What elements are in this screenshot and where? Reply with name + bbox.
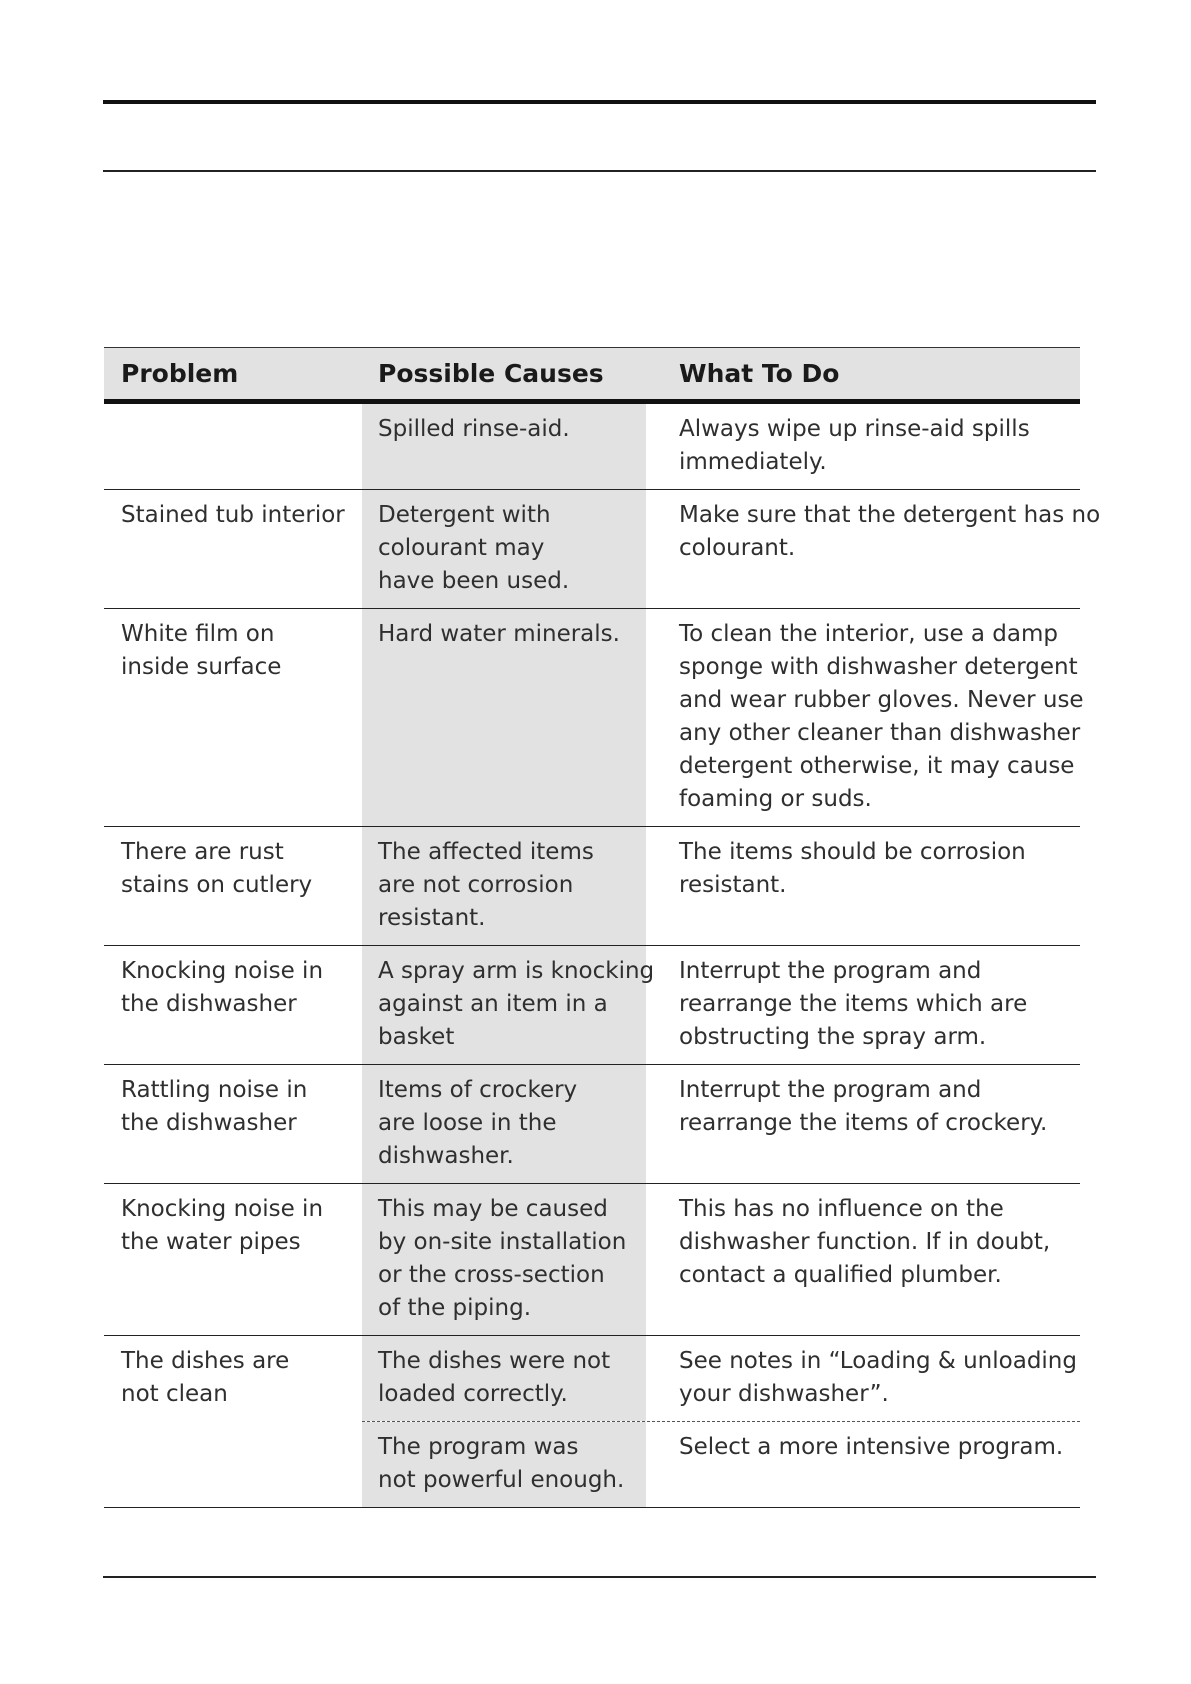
cell-text-line: your dishwasher”. [679,1381,889,1407]
cell-text-line: resistant. [378,905,486,931]
cell-text-line: detergent otherwise, it may cause [679,753,1075,779]
cell-text-line: inside surface [121,654,282,680]
cell-text-line: of the piping. [378,1295,532,1321]
problem-cell [104,1336,362,1507]
cell-text-line: The dishes are [121,1348,290,1374]
cell-text-line: the dishwasher [121,1110,297,1136]
cell-text-line: are loose in the [378,1110,557,1136]
header-rule-thick [103,100,1096,104]
cause-cell [362,404,646,489]
problem-cell [104,827,362,945]
cell-text-line: and wear rubber gloves. Never use [679,687,1084,713]
cell-text-line: by on-site installation [378,1229,627,1255]
cell-text-line: The affected items [378,839,594,865]
cell-text-line: colourant may [378,535,545,561]
cell-text-line: This may be caused [378,1196,608,1222]
cell-text-line: The program was [378,1434,579,1460]
table-row [104,1184,1080,1336]
table-header [104,347,1080,404]
cell-text-line: Interrupt the program and [679,958,982,984]
cell-text-line: loaded correctly. [378,1381,568,1407]
header-possible-causes: Possible Causes [378,359,604,388]
todo-cell [646,1422,1080,1507]
cell-text-line: Knocking noise in [121,1196,324,1222]
cell-text-line: stains on cutlery [121,872,313,898]
problem-cell [104,1184,362,1335]
todo-cell [646,490,1101,608]
cell-text-line: The items should be corrosion [679,839,1026,865]
cell-text-line: resistant. [679,872,787,898]
cell-text-line: any other cleaner than dishwasher [679,720,1081,746]
cause-cell [362,1422,646,1507]
footer-rule [103,1576,1096,1578]
cell-text-line: not clean [121,1381,228,1407]
cell-text-line: obstructing the spray arm. [679,1024,987,1050]
cause-cell [362,1336,646,1421]
cause-remedy-pair [362,1336,1080,1421]
cell-text-line: Rattling noise in [121,1077,308,1103]
problem-cell [104,404,362,489]
header-problem: Problem [121,359,239,388]
cell-text-line: Spilled rinse-aid. [378,416,570,442]
cause-cell [362,490,646,608]
cell-text-line: or the cross-section [378,1262,605,1288]
cell-text-line: Make sure that the detergent has no [679,502,1101,528]
cell-text-line: the dishwasher [121,991,297,1017]
cell-text-line: basket [378,1024,455,1050]
cell-text-line: Stained tub interior [121,502,345,528]
todo-cell [646,1184,1080,1335]
cell-text-line: immediately. [679,449,827,475]
cell-text-line: rearrange the items of crockery. [679,1110,1048,1136]
cell-text-line: colourant. [679,535,796,561]
cell-text-line: contact a qualified plumber. [679,1262,1002,1288]
cell-text-line: sponge with dishwasher detergent [679,654,1078,680]
problem-cell [104,490,362,608]
todo-cell [646,404,1080,489]
cell-text-line: Always wipe up rinse-aid spills [679,416,1030,442]
cell-text-line: Items of crockery [378,1077,578,1103]
cell-text-line: There are rust [121,839,284,865]
cell-text-line: the water pipes [121,1229,301,1255]
problem-cell [104,609,362,826]
cause-remedy-stack [362,1336,1080,1507]
table-body [104,404,1101,1508]
table-row [104,1336,1080,1508]
table-row [104,404,1080,490]
cell-text-line: dishwasher. [378,1143,514,1169]
todo-cell [646,609,1084,826]
cell-text-line: To clean the interior, use a damp [679,621,1059,647]
todo-cell [646,827,1080,945]
problem-cell [104,946,362,1064]
cell-text-line: The dishes were not [378,1348,611,1374]
todo-cell [646,1336,1080,1421]
cause-remedy-pair [362,1421,1080,1507]
cell-text-line: dishwasher function. If in doubt, [679,1229,1051,1255]
cell-text-line: A spray arm is knocking [378,958,655,984]
cell-text-line: Detergent with [378,502,551,528]
cause-cell [362,946,655,1064]
table-row [104,827,1080,946]
todo-cell [646,946,1080,1064]
cell-text-line: against an item in a [378,991,608,1017]
cause-cell [362,827,646,945]
table-row [104,609,1084,827]
cell-text-line: See notes in “Loading & unloading [679,1348,1077,1374]
cause-cell [362,609,646,826]
cell-text-line: This has no influence on the [679,1196,1004,1222]
cell-text-line: Knocking noise in [121,958,324,984]
cell-text-line: not powerful enough. [378,1467,625,1493]
cell-text-line: rearrange the items which are [679,991,1028,1017]
cell-text-line: are not corrosion [378,872,574,898]
header-what-to-do: What To Do [679,359,840,388]
todo-cell [646,1065,1080,1183]
problem-cell [104,1065,362,1183]
header-rule-thin [103,170,1096,172]
table-row [104,490,1101,609]
cause-cell [362,1065,646,1183]
cell-text-line: Select a more intensive program. [679,1434,1064,1460]
cause-cell [362,1184,646,1335]
cell-text-line: foaming or suds. [679,786,872,812]
table-row [104,1065,1080,1184]
cell-text-line: Hard water minerals. [378,621,620,647]
cell-text-line: have been used. [378,568,570,594]
troubleshooting-table [104,347,1101,1508]
cell-text-line: Interrupt the program and [679,1077,982,1103]
table-row [104,946,1080,1065]
cell-text-line: White film on [121,621,275,647]
